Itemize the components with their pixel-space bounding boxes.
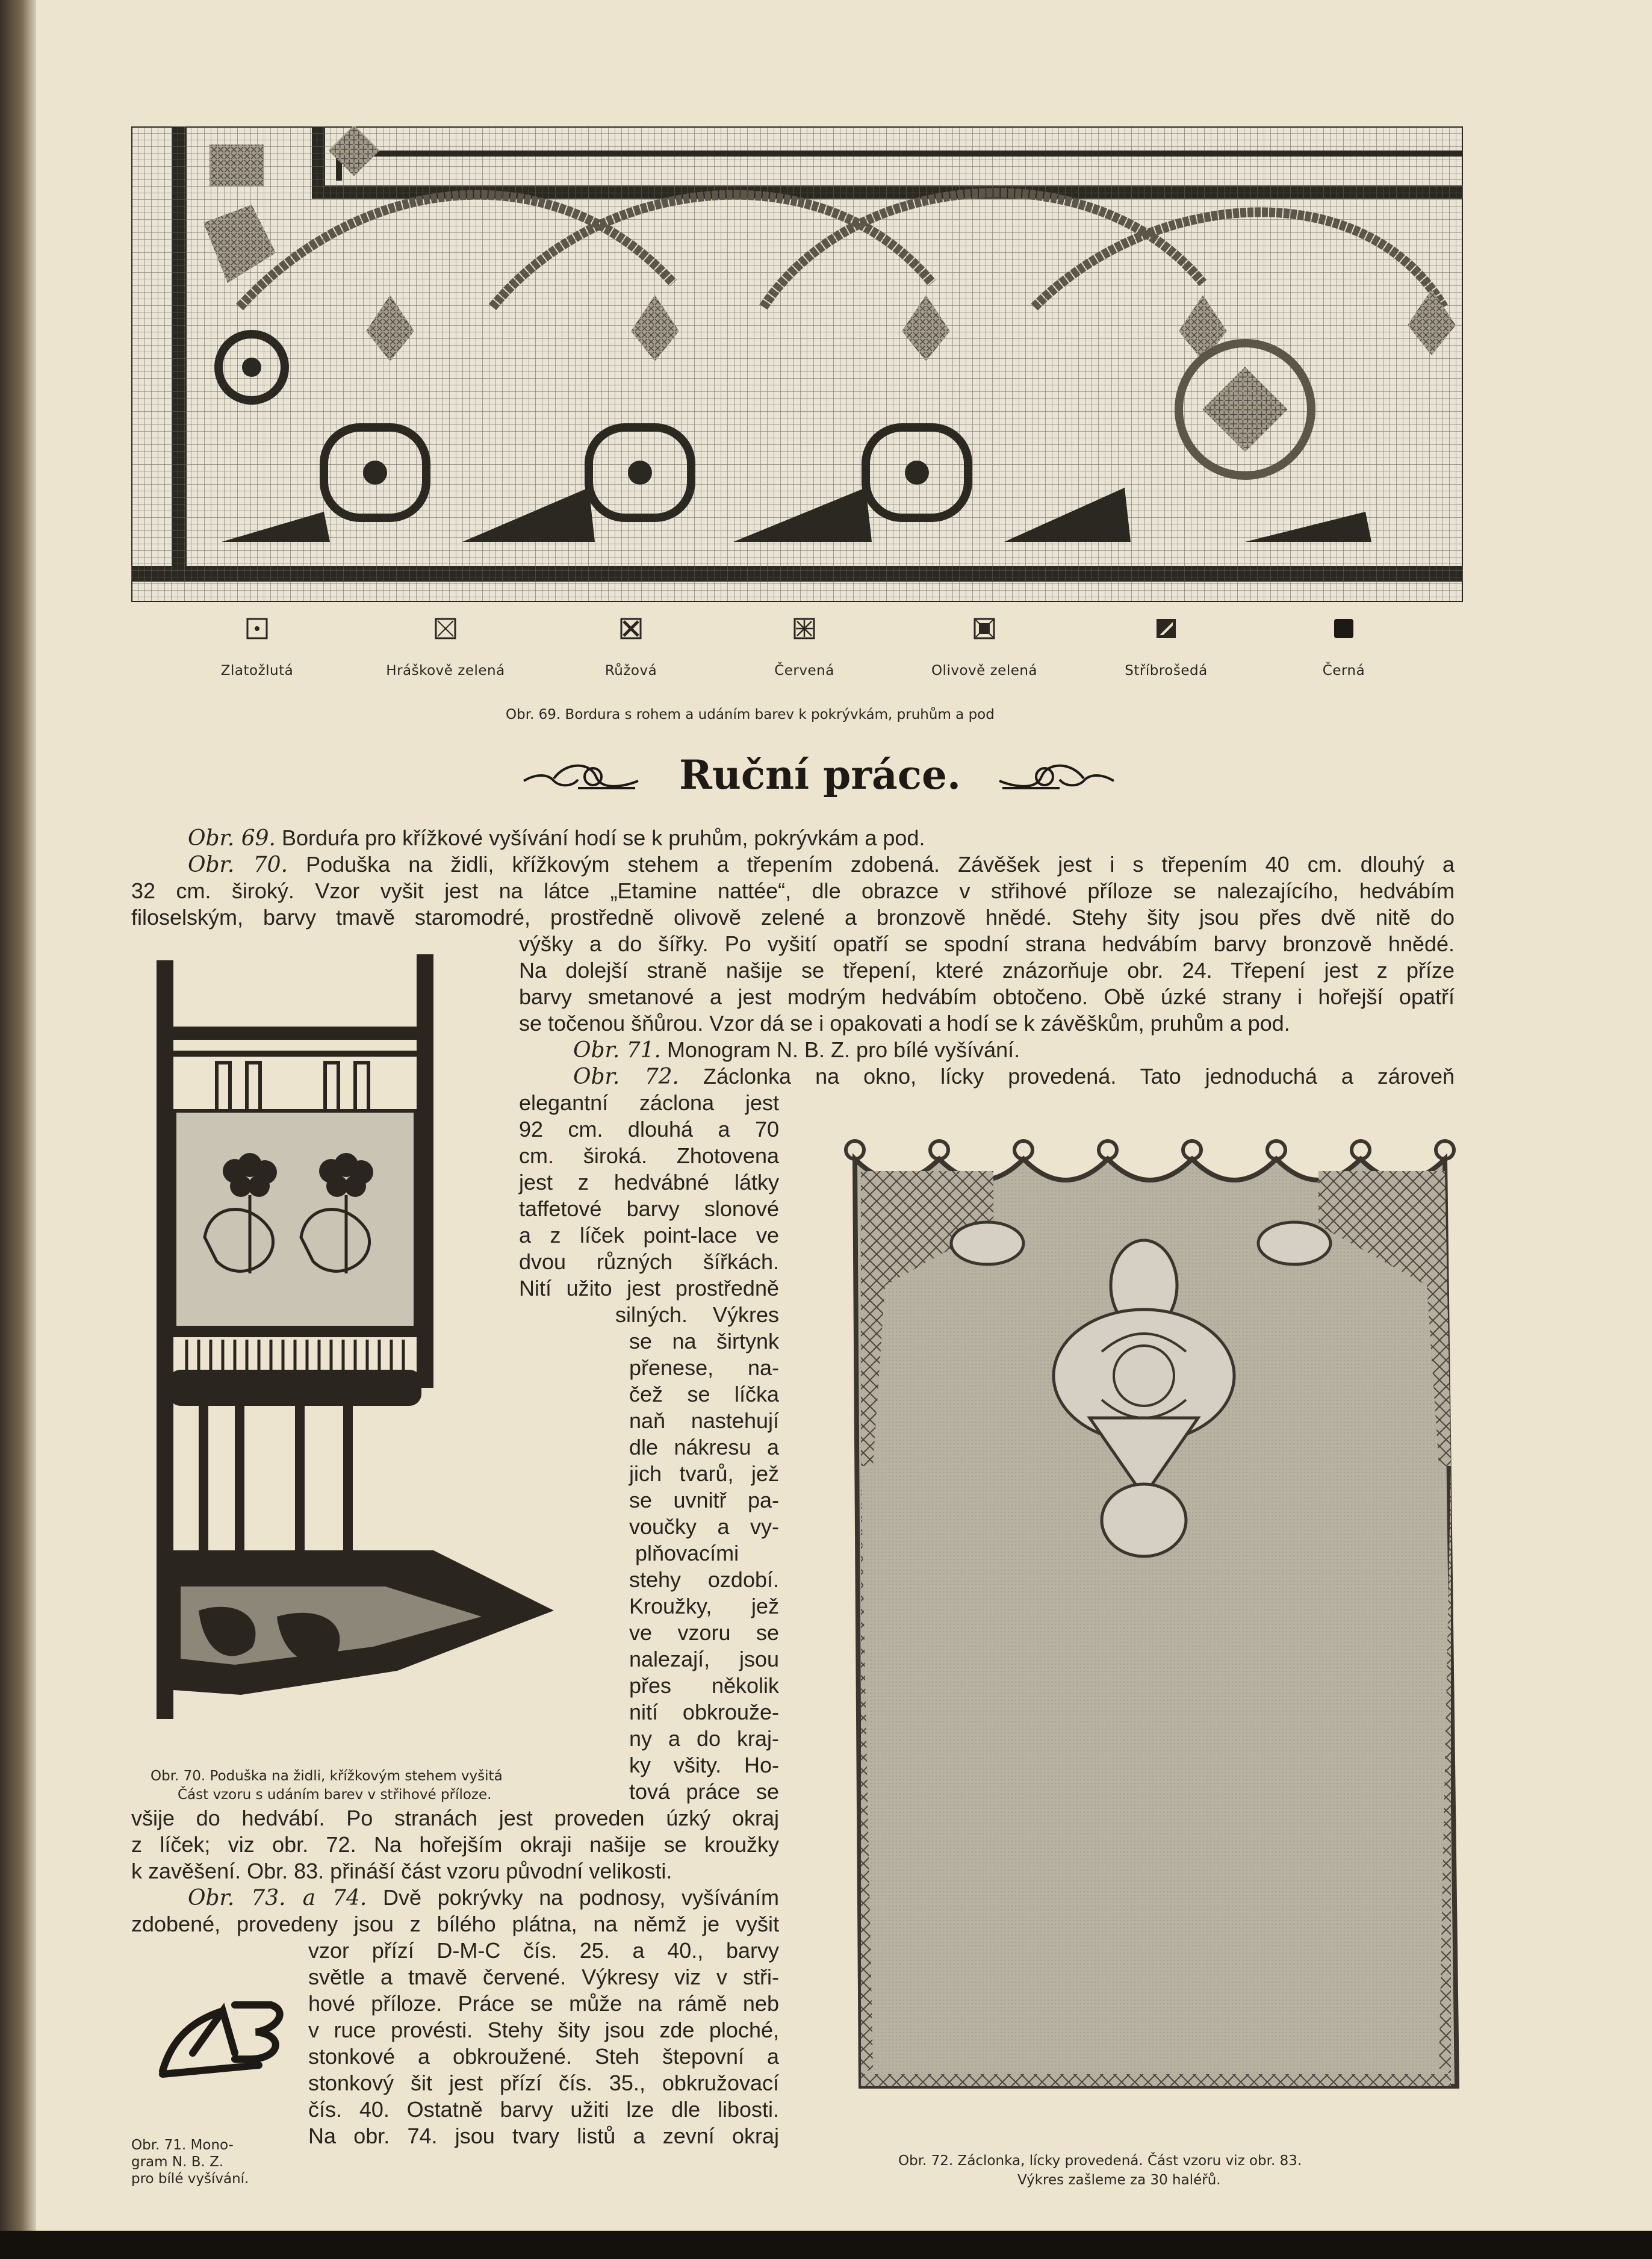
legend-label: Černá bbox=[1322, 663, 1365, 679]
figure-ref-label: Obr. 71. bbox=[573, 1038, 661, 1063]
paragraph-72-line: nalezají, jsou bbox=[629, 1647, 779, 1671]
paragraph-text: Monogram N. B. Z. pro bílé vyšívání. bbox=[666, 1037, 1020, 1062]
x-square-icon bbox=[434, 617, 457, 640]
paragraph-text: Poduška na židli, křížkovým stehem a třepením zdobená. Závěšek jest i s třepením 40 cm. dlouhý a bbox=[306, 852, 1455, 877]
paragraph-72-line: naň nastehují bbox=[629, 1408, 779, 1433]
paragraph-72-line: přenese, na- bbox=[629, 1355, 779, 1380]
monogram-caption-line: gram N. B. Z. bbox=[131, 2154, 224, 2170]
paragraph-72-line: k zavěšení. Obr. 83. přináší část vzoru původní velikosti. bbox=[131, 1859, 672, 1883]
dot-square-icon bbox=[246, 617, 269, 640]
legend-item-cerna bbox=[1253, 617, 1434, 679]
paragraph-72-line: stehy ozdobí. bbox=[629, 1567, 779, 1592]
paragraph-text: Borduŕa pro křížkové vyšívání hodí se k pruhům, pokrývkám a pod. bbox=[281, 825, 925, 850]
x-square-bold-icon bbox=[620, 617, 642, 640]
legend-label: Červená bbox=[774, 663, 834, 679]
paragraph-72-line: ny a do kraj- bbox=[629, 1726, 779, 1751]
legend-label: Hráškově zelená bbox=[386, 663, 505, 679]
paragraph-73-line: čís. 40. Ostatně barvy užiti lze dle libosti. bbox=[308, 2097, 779, 2122]
paragraph-73-line: Na obr. 74. jsou tvary listů a zevní okraj bbox=[308, 2124, 779, 2148]
legend-item-zlatozluta bbox=[167, 617, 347, 679]
legend-label: Růžová bbox=[604, 663, 657, 679]
filled-center-square-icon bbox=[973, 617, 996, 640]
paragraph-72-line: se uvnitř pa- bbox=[629, 1488, 779, 1512]
paragraph-70-line: výšky a do šířky. Po vyšití opatří se spodní strana hedvábím barvy bronzově hnědé. bbox=[519, 931, 1455, 956]
chair-caption-line: Obr. 70. Poduška na židli, křížkovým stehem vyšitá bbox=[151, 1768, 503, 1784]
paragraph-72-line: silných. Výkres bbox=[615, 1302, 779, 1327]
paragraph-72-line: jich tvarů, jež bbox=[629, 1461, 779, 1486]
paragraph-72-line: z líček; viz obr. 72. Na hořejším okraji našije se kroužky bbox=[131, 1832, 779, 1857]
paragraph-73-line: vzor přízí D-M-C čís. 25. a 40., barvy bbox=[308, 1938, 779, 1963]
paragraph-72-line: tová práce se bbox=[629, 1779, 779, 1804]
paragraph-73-line: světle a tmavě červené. Výkresy viz v stři- bbox=[308, 1965, 779, 1989]
paragraph-72-line: dle nákresu a bbox=[629, 1435, 779, 1459]
paragraph-72-line: přes několik bbox=[629, 1673, 779, 1698]
paragraph-72-line: voučky a vy- bbox=[629, 1514, 779, 1539]
paragraph-72-line: elegantní záclona jest bbox=[519, 1090, 779, 1115]
paragraph-text: Dvě pokrývky na podnosy, vyšíváním bbox=[382, 1885, 779, 1910]
paragraph-70-line: filoselským, barvy tmavě staromodré, prostředně olivově zelené a bronzově hnědé. Stehy šity jsou přes dvě nitě do bbox=[131, 905, 1455, 930]
paragraph-72-line: ve vzoru se bbox=[629, 1620, 779, 1645]
paragraph-70-line: se točenou šňůrou. Vzor dá se i opakovati a hodí se k závěškům, pruhům a pod. bbox=[519, 1011, 1290, 1036]
paragraph-text: Záclonka na okno, lícky provedená. Tato jednoduchá a zároveň bbox=[703, 1064, 1455, 1089]
paragraph-72-line bbox=[573, 1063, 1455, 1090]
curtain-caption-line: Výkres zašleme za 30 haléřů. bbox=[1017, 2172, 1221, 2188]
chair-caption-line: Část vzoru s udáním barev v střihové příloze. bbox=[178, 1787, 492, 1803]
legend-item-olivove-zelena bbox=[894, 617, 1075, 679]
page-bottom-edge bbox=[0, 2231, 1652, 2259]
paragraph-70-line: 32 cm. široký. Vzor vyšit jest na látce „Etamine nattée“, dle obrazce v střihové příloze se nalezajícího, hedvábím bbox=[131, 878, 1455, 903]
cross-stitch-pattern-chart bbox=[131, 126, 1463, 602]
figure-ref-label: Obr. 69. bbox=[188, 826, 276, 851]
half-filled-square-icon bbox=[1155, 617, 1178, 640]
monogram-caption-line: Obr. 71. Mono- bbox=[131, 2137, 234, 2153]
legend-item-cervena bbox=[714, 617, 895, 679]
paragraph-73-line: stonkový šit jest přízí čís. 35., obkružovací bbox=[308, 2071, 779, 2095]
paragraph-73-line: stonkové a obkroužené. Steh štepovní a bbox=[308, 2044, 779, 2069]
paragraph-72-line: taffetové barvy slonové bbox=[519, 1196, 779, 1221]
paragraph-72-line: ky všity. Ho- bbox=[629, 1753, 779, 1777]
chair-cushion-illustration bbox=[144, 948, 566, 1743]
paragraph-73-line bbox=[188, 1885, 779, 1912]
paragraph-72-line: 92 cm. dlouhá a 70 bbox=[519, 1117, 779, 1142]
paragraph-73-line: hové příloze. Práce se může na rámě neb bbox=[308, 1991, 779, 2016]
paragraph-72-line: dvou různých šířkách. bbox=[519, 1249, 779, 1274]
solid-square-icon bbox=[1332, 617, 1355, 640]
paragraph-72-line: nití obkrouže- bbox=[629, 1700, 779, 1724]
monogram-caption-line: pro bílé vyšívání. bbox=[131, 2171, 249, 2187]
monogram-nbz-illustration bbox=[151, 1993, 295, 2083]
book-spine-shadow bbox=[0, 0, 36, 2259]
legend-label: Olivově zelená bbox=[931, 663, 1038, 679]
paragraph-70-line: Na dolejší straně našije se třepení, které znázorňuje obr. 24. Třepení jest z příze bbox=[519, 958, 1455, 983]
lace-curtain-illustration bbox=[837, 1135, 1475, 2116]
paragraph-72-line: se na širtynk bbox=[629, 1329, 779, 1353]
section-title: Ruční práce. bbox=[679, 751, 961, 798]
paragraph-72-line: cm. široká. Zhotovena bbox=[519, 1143, 779, 1168]
paragraph-73-line: zdobené, provedeny jsou z bílého plátna, na němž je vyšit bbox=[131, 1912, 779, 1936]
paragraph-72-line: a z líček point-lace ve bbox=[519, 1223, 779, 1248]
paragraph-70-line: barvy smetanové a jest modrým hedvábím obtočeno. Obě úzké strany i hořejší opatří bbox=[519, 984, 1455, 1009]
figure-ref-label: Obr. 70. bbox=[188, 853, 288, 877]
legend-label: Stříbrošedá bbox=[1125, 663, 1208, 679]
paragraph-72-line: čež se líčka bbox=[629, 1382, 779, 1406]
paragraph-72-line: všije do hedvábí. Po stranách jest proveden úzký okraj bbox=[131, 1806, 779, 1830]
legend-label: Zlatožlutá bbox=[220, 663, 294, 679]
pattern-caption: Obr. 69. Bordura s rohem a udáním barev k pokrývkám, pruhům a pod bbox=[506, 707, 995, 722]
paragraph-72-line: Kroužky, jež bbox=[629, 1594, 779, 1618]
figure-ref-label: Obr. 73. a 74. bbox=[188, 1886, 367, 1910]
paragraph-72-line: Nití užito jest prostředně bbox=[519, 1276, 779, 1300]
paragraph-70-line bbox=[188, 851, 1455, 878]
paragraph-72-line: jest z hedvábné látky bbox=[519, 1170, 779, 1195]
paragraph-72-line: plňovacími bbox=[635, 1541, 739, 1565]
figure-ref-label: Obr. 72. bbox=[573, 1064, 679, 1089]
paragraph-73-line: v ruce provésti. Stehy šity jsou zde ploché, bbox=[308, 2018, 779, 2042]
star-square-icon bbox=[793, 617, 816, 640]
legend-item-hraskove-zelena bbox=[355, 617, 536, 679]
paragraph-69 bbox=[188, 825, 925, 852]
legend-item-stribroseda bbox=[1076, 617, 1256, 679]
legend-item-ruzova bbox=[541, 617, 721, 679]
curtain-caption-line: Obr. 72. Záclonka, lícky provedená. Část vzoru viz obr. 83. bbox=[898, 2153, 1302, 2169]
paragraph-71 bbox=[573, 1037, 1020, 1064]
